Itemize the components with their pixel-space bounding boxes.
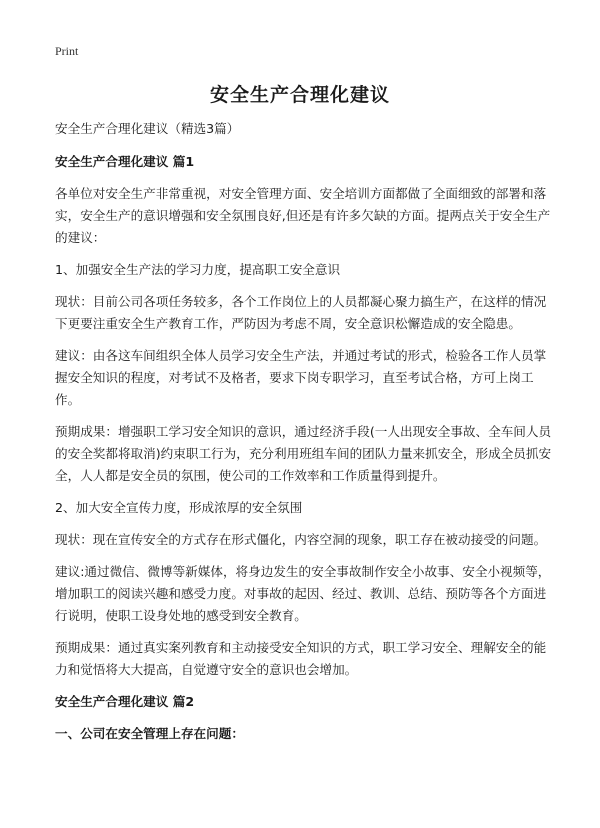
section-1-status: 现状：目前公司各项任务较多，各个工作岗位上的人员都凝心聚力搞生产，在这样的情况下更要注重安全生产教育工作，严防因为考虑不周，安全意识松懈造成的安全隐患。 — [55, 294, 547, 331]
section-1-suggestion: 建议：由各这车间组织全体人员学习安全生产法，并通过考试的形式，检验各工作人员掌握安全知识的程度，对考试不及格者，要求下岗专职学习，直至考试合格，方可上岗工作。 — [55, 348, 547, 407]
document-body — [55, 118, 552, 755]
print-label: Print — [55, 44, 79, 58]
section-1-title: 1、加强安全生产法的学习力度，提高职工安全意识 — [55, 262, 341, 277]
section-2-outcome: 预期成果：通过真实案列教育和主动接受安全知识的方式，职工学习安全、理解安全的能力和觉悟将大大提高，自觉遵守安全的意识也会增加。 — [55, 640, 547, 677]
section-2-title: 2、加大安全宣传力度，形成浓厚的安全氛围 — [55, 500, 303, 515]
document-subtitle: 安全生产合理化建议（精选3篇） — [55, 121, 240, 136]
section-1-outcome: 预期成果：增强职工学习安全知识的意识，通过经济手段(一人出现安全事故、全车间人员的安全奖都将取消)约束职工行为，充分利用班组车间的团队力量来抓安全，形成全员抓安全，人人都是安全员的氛围，使公司的工作效率和工作质量得到提升。 — [55, 424, 552, 483]
article-2-section-title: 一、公司在安全管理上存在问题： — [55, 726, 244, 741]
section-2-suggestion: 建议:通过微信、微博等新媒体，将身边发生的安全事故制作安全小故事、安全小视频等，增加职工的阅读兴趣和感受力度。对事故的起因、经过、教训、总结、预防等各个方面进行说明，使职工设身处地的感受到安全教育。 — [55, 564, 551, 623]
article-1-intro: 各单位对安全生产非常重视，对安全管理方面、安全培训方面都做了全面细致的部署和落实，安全生产的意识增强和安全氛围良好,但还是有许多欠缺的方面。提两点关于安全生产的建议： — [55, 186, 551, 245]
section-2-status: 现状：现在宣传安全的方式存在形式僵化，内容空洞的现象，职工存在被动接受的问题。 — [55, 532, 547, 547]
document-title: 安全生产合理化建议 — [209, 84, 390, 106]
article-1-heading: 安全生产合理化建议 篇1 — [55, 154, 195, 169]
article-2-heading: 安全生产合理化建议 篇2 — [55, 694, 195, 709]
